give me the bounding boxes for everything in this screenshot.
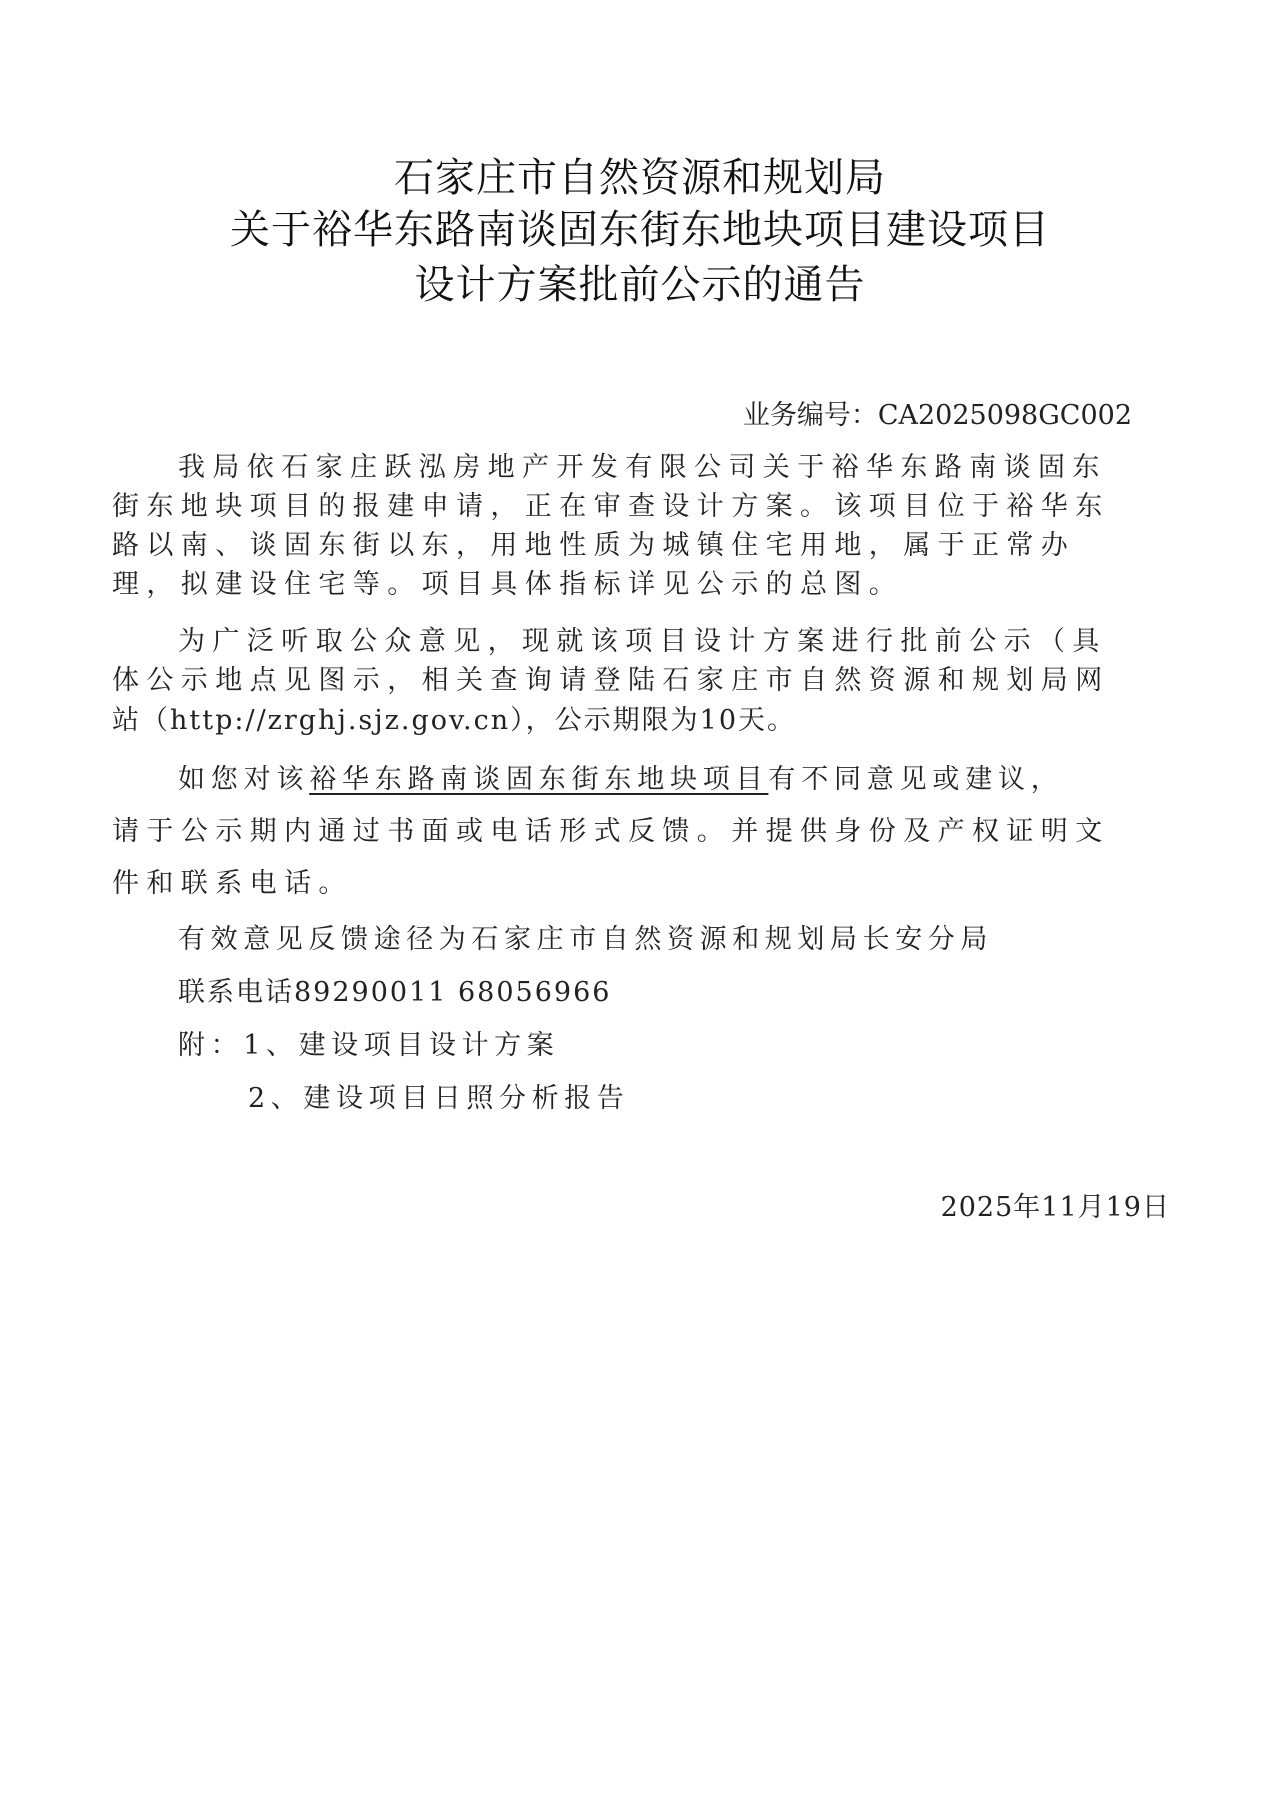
- attachments-label: 附：: [178, 1030, 244, 1061]
- paragraph-2-line-1: 为广泛听取公众意见，现就该项目设计方案进行批前公示（具: [178, 626, 1107, 657]
- business-number: [743, 398, 1132, 434]
- title-line-2: 关于裕华东路南谈固东街东地块项目建设项目: [230, 207, 1050, 253]
- business-number-label: 业务编号：: [742, 400, 878, 431]
- attachment-1: [178, 1028, 1208, 1064]
- project-name-underlined: 裕华东路南谈固东街东地块项目: [309, 764, 769, 795]
- paragraph-1-line-4: 理，拟建设住宅等。项目具体指标详见公示的总图。: [112, 569, 904, 600]
- title-line-3: 设计方案批前公示的通告: [414, 262, 866, 308]
- paragraph-3-line-3: 件和联系电话。: [112, 868, 353, 899]
- contact-phone: 联系电话89290011 68056966: [178, 977, 612, 1008]
- attachment-2: 2、建设项目日照分析报告: [248, 1083, 630, 1114]
- paragraph-2-line-3: 站（http://zrghj.sjz.gov.cn），公示期限为10天。: [112, 705, 796, 736]
- paragraph-3-suffix: 有不同意见或建议，: [768, 764, 1064, 795]
- paragraph-1-line-1: 我局依石家庄跃泓房地产开发有限公司关于裕华东路南谈固东: [178, 452, 1107, 483]
- feedback-channel: 有效意见反馈途径为石家庄市自然资源和规划局长安分局: [178, 924, 993, 955]
- paragraph-3-line-2: 请于公示期内通过书面或电话形式反馈。并提供身份及产权证明文: [112, 816, 1110, 847]
- notice-date: 2025年11月19日: [940, 1192, 1170, 1223]
- paragraph-3-line-1: [178, 762, 1208, 798]
- paragraph-1-line-2: 街东地块项目的报建申请，正在审查设计方案。该项目位于裕华东: [112, 491, 1110, 522]
- paragraph-2-line-2: 体公示地点见图示，相关查询请登陆石家庄市自然资源和规划局网: [112, 665, 1110, 696]
- paragraph-3-prefix: 如您对该: [178, 764, 310, 795]
- attachment-item-1: 1、建设项目设计方案: [243, 1030, 560, 1061]
- business-number-value: CA2025098GC002: [877, 400, 1132, 431]
- paragraph-1-line-3: 路以南、谈固东街以东，用地性质为城镇住宅用地，属于正常办: [112, 530, 1076, 561]
- title-line-1: 石家庄市自然资源和规划局: [394, 155, 886, 201]
